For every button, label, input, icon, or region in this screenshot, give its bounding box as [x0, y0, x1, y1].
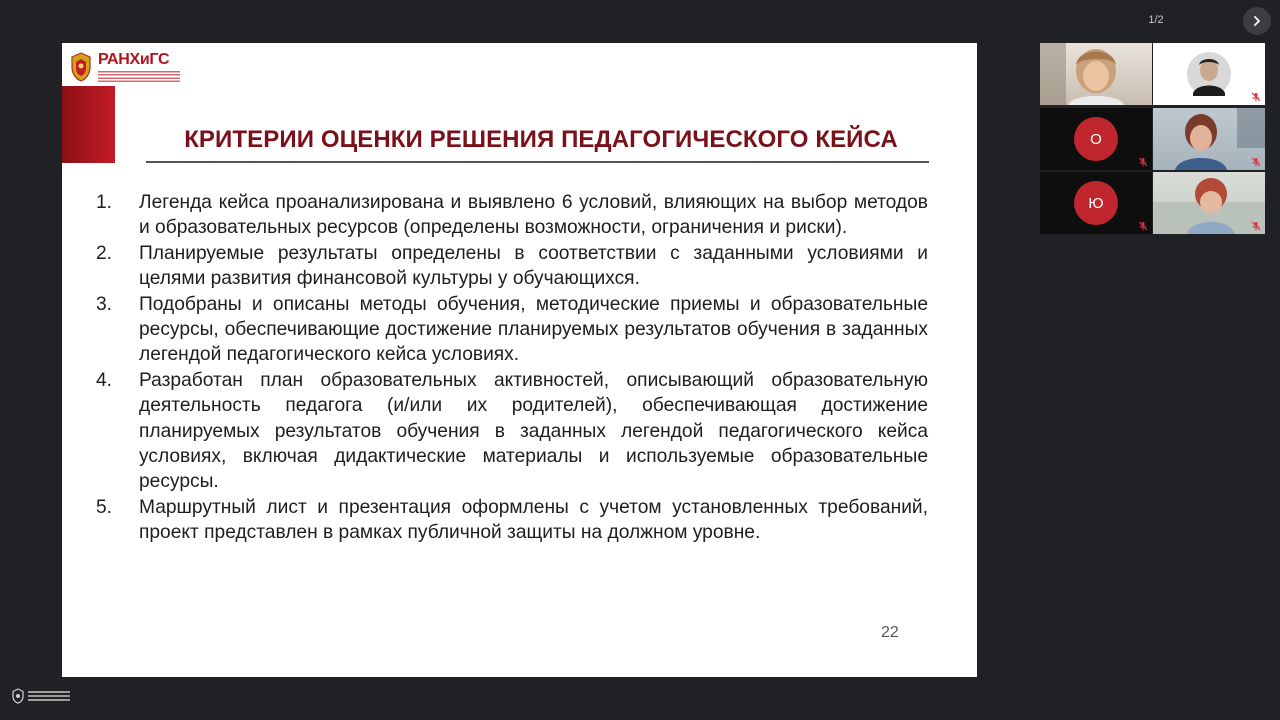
page-indicator: 1/2 [1148, 14, 1164, 26]
academy-watermark-lines [28, 691, 70, 701]
participant-avatar-photo [1153, 43, 1265, 105]
mic-off-icon [1251, 221, 1261, 231]
academy-emblem-icon [11, 688, 25, 704]
criteria-item-1 [86, 190, 928, 241]
presentation-slide [62, 43, 977, 677]
participant-tile-6[interactable] [1153, 172, 1265, 234]
criteria-text: Легенда кейса проанализирована и выявлено 6 условий, влияющих на выбор методов и образовательных ресурсов (определены возможности, ограничения и риски). [139, 192, 928, 239]
ranepa-emblem-icon [68, 51, 94, 83]
participant-tile-1[interactable] [1040, 43, 1152, 105]
mic-off-icon [1251, 157, 1261, 167]
participant-tile-2[interactable] [1153, 43, 1265, 105]
logo-subtitle-lines [98, 71, 180, 83]
logo-name: РАНХиГС [98, 51, 170, 68]
chevron-right-icon [1251, 15, 1263, 27]
participant-avatar: Ю [1074, 181, 1118, 225]
mic-off-icon [1138, 221, 1148, 231]
criteria-number: 4. [96, 369, 113, 391]
criteria-text: Маршрутный лист и презентация оформлены с учетом установленных требований, проект представлен в рамках публичной защиты на должном уровне. [139, 496, 928, 544]
mic-off-icon [1138, 157, 1148, 167]
ranepa-logo [68, 49, 186, 85]
title-underline [146, 161, 929, 163]
criteria-number: 5. [96, 496, 113, 518]
next-page-button[interactable] [1243, 7, 1271, 35]
slide-title: КРИТЕРИИ ОЦЕНКИ РЕШЕНИЯ ПЕДАГОГИЧЕСКОГО КЕЙСА [184, 126, 898, 153]
criteria-item-3 [86, 292, 928, 368]
criteria-text: Подобраны и описаны методы обучения, методические приемы и образовательные ресурсы, обеспечивающие достижение планируемых результатов обучения в заданных легендой педагогического кейса условиях. [139, 293, 928, 366]
participant-tile-4[interactable] [1153, 108, 1265, 170]
criteria-item-2 [86, 241, 928, 292]
criteria-text: Разработан план образовательных активностей, описывающий образовательную деятельность педагога (и/или их родителей), обеспечивающая достижение планируемых результатов обучения в заданных легендой педагогического кейса условиях, включая дидактические материалы и используемые образовательные ресурсы. [139, 369, 928, 493]
academy-watermark [11, 688, 70, 704]
slide-page-number: 22 [881, 624, 899, 641]
criteria-item-4 [86, 368, 928, 495]
criteria-number: 3. [96, 293, 113, 315]
participant-video [1153, 172, 1265, 234]
criteria-text: Планируемые результаты определены в соответствии с заданными условиями и целями развития финансовой культуры у обучающихся. [139, 242, 928, 290]
participant-video [1040, 43, 1152, 105]
participant-avatar: О [1074, 117, 1118, 161]
criteria-number: 1. [96, 192, 113, 213]
participant-tile-5[interactable] [1040, 172, 1152, 234]
mic-off-icon [1251, 92, 1261, 102]
criteria-list [86, 190, 928, 546]
participant-video [1153, 108, 1265, 170]
participant-tile-3[interactable] [1040, 108, 1152, 170]
red-accent-block [62, 86, 115, 163]
criteria-item-5 [86, 495, 928, 546]
criteria-number: 2. [96, 242, 113, 264]
